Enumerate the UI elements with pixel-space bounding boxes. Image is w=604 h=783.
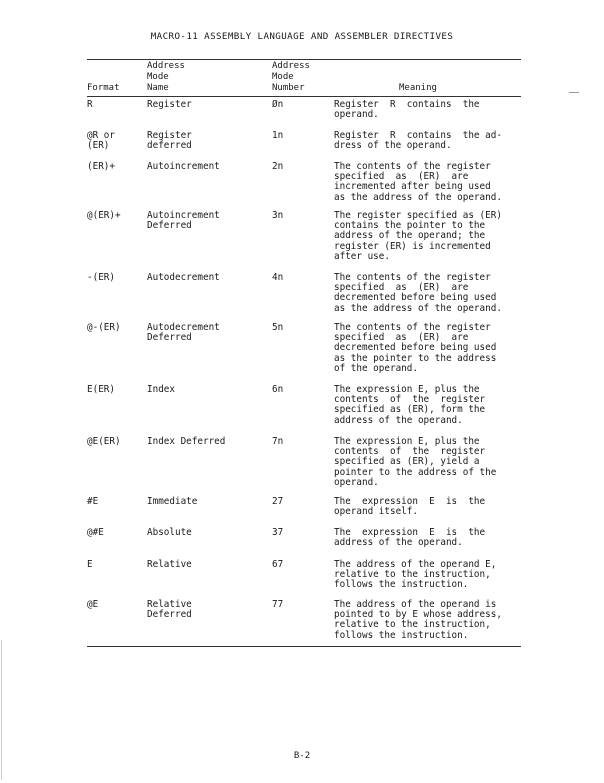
table-header-rule [87, 96, 521, 97]
row-format: @E(ER) [87, 436, 121, 447]
meaning-line: decremented before being used [334, 292, 497, 304]
column-header-name-line2: Mode [147, 72, 169, 82]
page-number: B-2 [293, 751, 311, 761]
row-mode-number: 27 [272, 496, 284, 507]
row-format: E(ER) [87, 384, 115, 395]
meaning-line: address of the operand; the [334, 230, 486, 242]
meaning-line: register (ER) is incremented [334, 240, 491, 252]
meaning-line: Register R contains the ad- [334, 130, 502, 141]
row-format: (ER)+ [87, 161, 115, 172]
row-mode-number: 3n [272, 210, 284, 221]
row-mode-name: Relative [147, 559, 192, 570]
column-header-meaning: Meaning [399, 83, 437, 93]
row-meaning [334, 497, 520, 517]
column-header-number-line1: Address [272, 61, 310, 71]
row-mode-name: Relative Deferred [147, 599, 192, 621]
row-meaning [334, 437, 520, 488]
column-header-number-line3: Number [272, 83, 305, 93]
row-format: @#E [87, 527, 104, 538]
scan-edge [1, 640, 2, 780]
row-mode-number: 2n [272, 161, 284, 172]
meaning-line: pointer to the address of the [334, 466, 497, 478]
table-top-rule [87, 59, 521, 60]
meaning-line: contents of the register [334, 394, 486, 406]
row-meaning [334, 600, 520, 641]
meaning-line: as the pointer to the address [334, 352, 497, 364]
meaning-line: The expression E, plus the [334, 436, 480, 447]
meaning-line: address of the operand. [334, 537, 463, 549]
table-bottom-rule [87, 646, 521, 647]
meaning-line: follows the instruction. [334, 629, 469, 641]
meaning-line: operand itself. [334, 506, 418, 518]
row-meaning [334, 560, 520, 591]
row-mode-number: 5n [272, 322, 284, 333]
meaning-line: address of the operand. [334, 414, 463, 426]
row-format: @(ER)+ [87, 210, 121, 221]
row-mode-number: 7n [272, 436, 284, 447]
column-header-name-line3: Name [147, 83, 169, 93]
row-meaning [334, 162, 520, 203]
meaning-line: specified as (ER) are [334, 282, 469, 294]
meaning-line: follows the instruction. [334, 579, 469, 591]
row-mode-name: Immediate [147, 496, 198, 507]
row-format: @E [87, 599, 99, 610]
column-header-name-line1: Address [147, 61, 185, 71]
meaning-line: The expression E is the [334, 527, 486, 538]
meaning-line: operand. [334, 476, 379, 488]
row-meaning [334, 131, 520, 151]
meaning-line: relative to the instruction, [334, 619, 491, 631]
meaning-line: specified as (ER) are [334, 332, 469, 344]
row-mode-name: Register deferred [147, 130, 192, 152]
meaning-line: contains the pointer to the [334, 220, 486, 232]
row-mode-name: Index [147, 384, 175, 395]
meaning-line: incremented after being used [334, 181, 491, 193]
row-mode-name: Autoincrement Deferred [147, 210, 220, 232]
row-mode-name: Absolute [147, 527, 192, 538]
row-format: -(ER) [87, 272, 115, 283]
meaning-line: The contents of the register [334, 161, 491, 172]
meaning-line: as the address of the operand. [334, 191, 502, 203]
column-header-format: Format [87, 83, 120, 93]
row-meaning [334, 528, 520, 548]
row-mode-number: 1n [272, 130, 284, 141]
row-meaning [334, 385, 520, 426]
row-meaning [334, 323, 520, 374]
meaning-line: The contents of the register [334, 322, 491, 333]
meaning-line: decremented before being used [334, 342, 497, 354]
row-format: @-(ER) [87, 322, 121, 333]
meaning-line: The register specified as (ER) [334, 210, 502, 221]
row-mode-name: Register [147, 99, 192, 110]
row-mode-number: 77 [272, 599, 284, 610]
meaning-line: specified as (ER), yield a [334, 456, 480, 468]
row-mode-name: Autodecrement Deferred [147, 322, 220, 344]
row-mode-number: 4n [272, 272, 284, 283]
row-mode-number: 6n [272, 384, 284, 395]
column-header-number-line2: Mode [272, 72, 294, 82]
row-mode-number: Øn [272, 99, 284, 110]
meaning-line: specified as (ER), form the [334, 404, 486, 416]
meaning-line: dress of the operand. [334, 140, 452, 152]
row-meaning [334, 273, 520, 314]
row-format: E [87, 559, 93, 570]
page-title: MACRO-11 ASSEMBLY LANGUAGE AND ASSEMBLER DIRECTIVES [150, 31, 454, 42]
row-mode-name: Autoincrement [147, 161, 220, 172]
row-meaning [334, 211, 520, 262]
row-mode-name: Index Deferred [147, 436, 226, 447]
row-mode-number: 67 [272, 559, 284, 570]
row-meaning [334, 100, 520, 120]
meaning-line: after use. [334, 250, 390, 262]
meaning-line: The address of the operand is [334, 599, 497, 610]
scan-mark [569, 92, 579, 93]
row-format: @R or (ER) [87, 130, 115, 152]
meaning-line: of the operand. [334, 362, 418, 374]
meaning-line: as the address of the operand. [334, 302, 502, 314]
row-mode-name: Autodecrement [147, 272, 220, 283]
meaning-line: Register R contains the [334, 99, 480, 110]
meaning-line: relative to the instruction, [334, 569, 491, 581]
meaning-line: The expression E, plus the [334, 384, 480, 395]
meaning-line: The address of the operand E, [334, 559, 497, 570]
meaning-line: specified as (ER) are [334, 171, 469, 183]
meaning-line: The contents of the register [334, 272, 491, 283]
row-format: R [87, 99, 93, 110]
meaning-line: The expression E is the [334, 496, 486, 507]
row-mode-number: 37 [272, 527, 284, 538]
meaning-line: pointed to by E whose address, [334, 609, 502, 621]
meaning-line: operand. [334, 109, 379, 121]
row-format: #E [87, 496, 99, 507]
meaning-line: contents of the register [334, 446, 486, 458]
